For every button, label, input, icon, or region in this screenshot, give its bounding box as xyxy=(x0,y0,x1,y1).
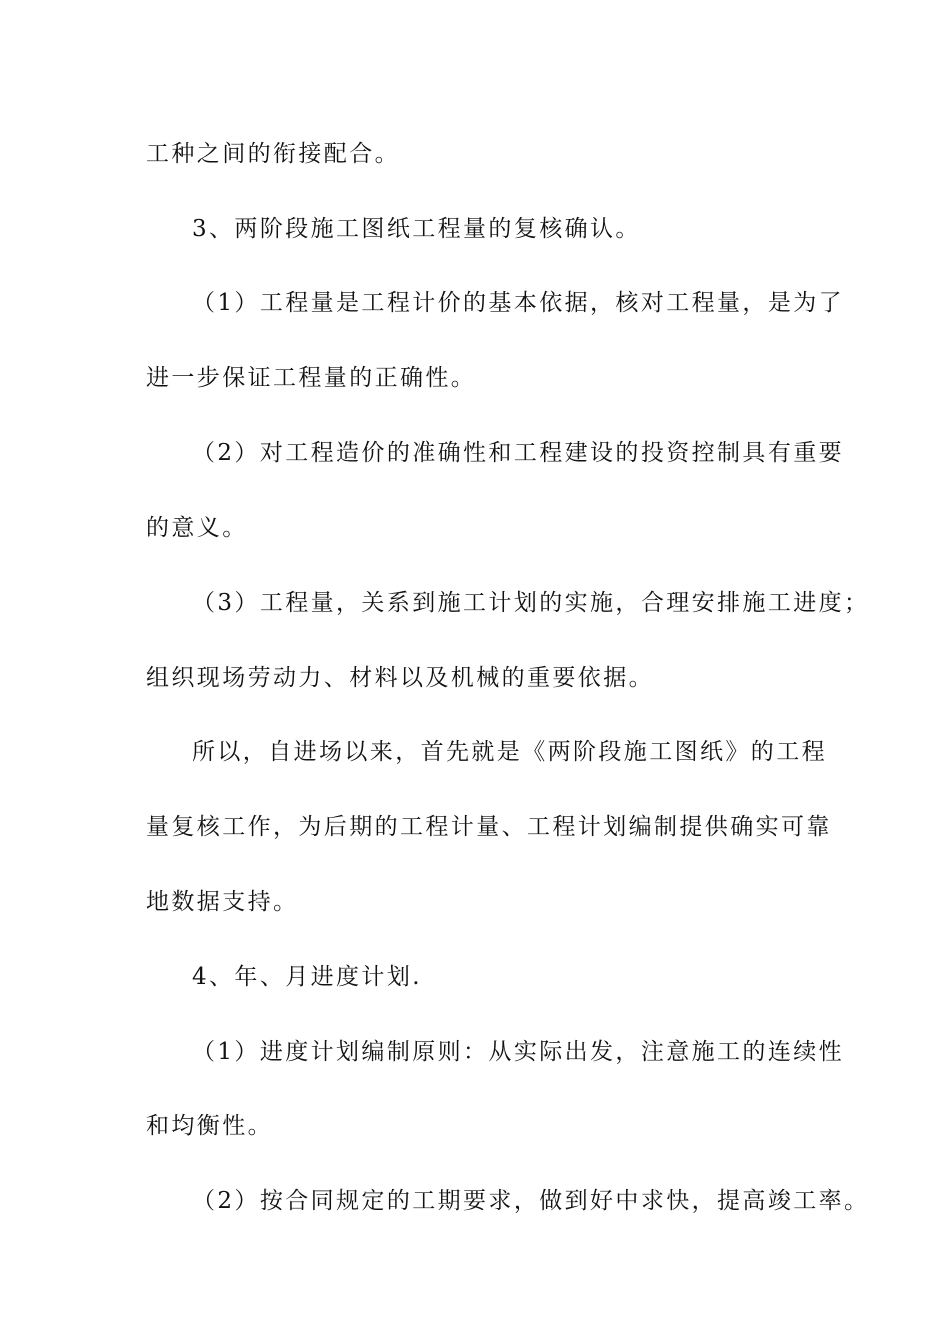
text-line-continuation: 工种之间的衔接配合。 xyxy=(146,141,400,167)
paragraph-line: （1）进度计划编制原则：从实际出发，注意施工的连续性 xyxy=(192,1039,845,1065)
paragraph-line: 组织现场劳动力、材料以及机械的重要依据。 xyxy=(146,665,654,691)
paragraph-line: 量复核工作，为后期的工程计量、工程计划编制提供确实可靠 xyxy=(146,814,832,840)
paragraph-line: 进一步保证工程量的正确性。 xyxy=(146,365,477,391)
section-heading-3: 3、两阶段施工图纸工程量的复核确认。 xyxy=(192,216,641,242)
section-heading-4: 4、年、月进度计划. xyxy=(192,964,422,990)
paragraph-line: （2）对工程造价的准确性和工程建设的投资控制具有重要 xyxy=(192,440,845,466)
paragraph-line: 地数据支持。 xyxy=(146,889,299,915)
paragraph-line: （1）工程量是工程计价的基本依据，核对工程量，是为了 xyxy=(192,290,845,316)
paragraph-line: 的意义。 xyxy=(146,515,248,541)
paragraph-line: 和均衡性。 xyxy=(146,1113,273,1139)
paragraph-line: （3）工程量，关系到施工计划的实施，合理安排施工进度； xyxy=(192,590,870,616)
paragraph-line: （2）按合同规定的工期要求，做到好中求快，提高竣工率。 xyxy=(192,1188,870,1214)
paragraph-line: 所以，自进场以来，首先就是《两阶段施工图纸》的工程 xyxy=(192,739,827,765)
